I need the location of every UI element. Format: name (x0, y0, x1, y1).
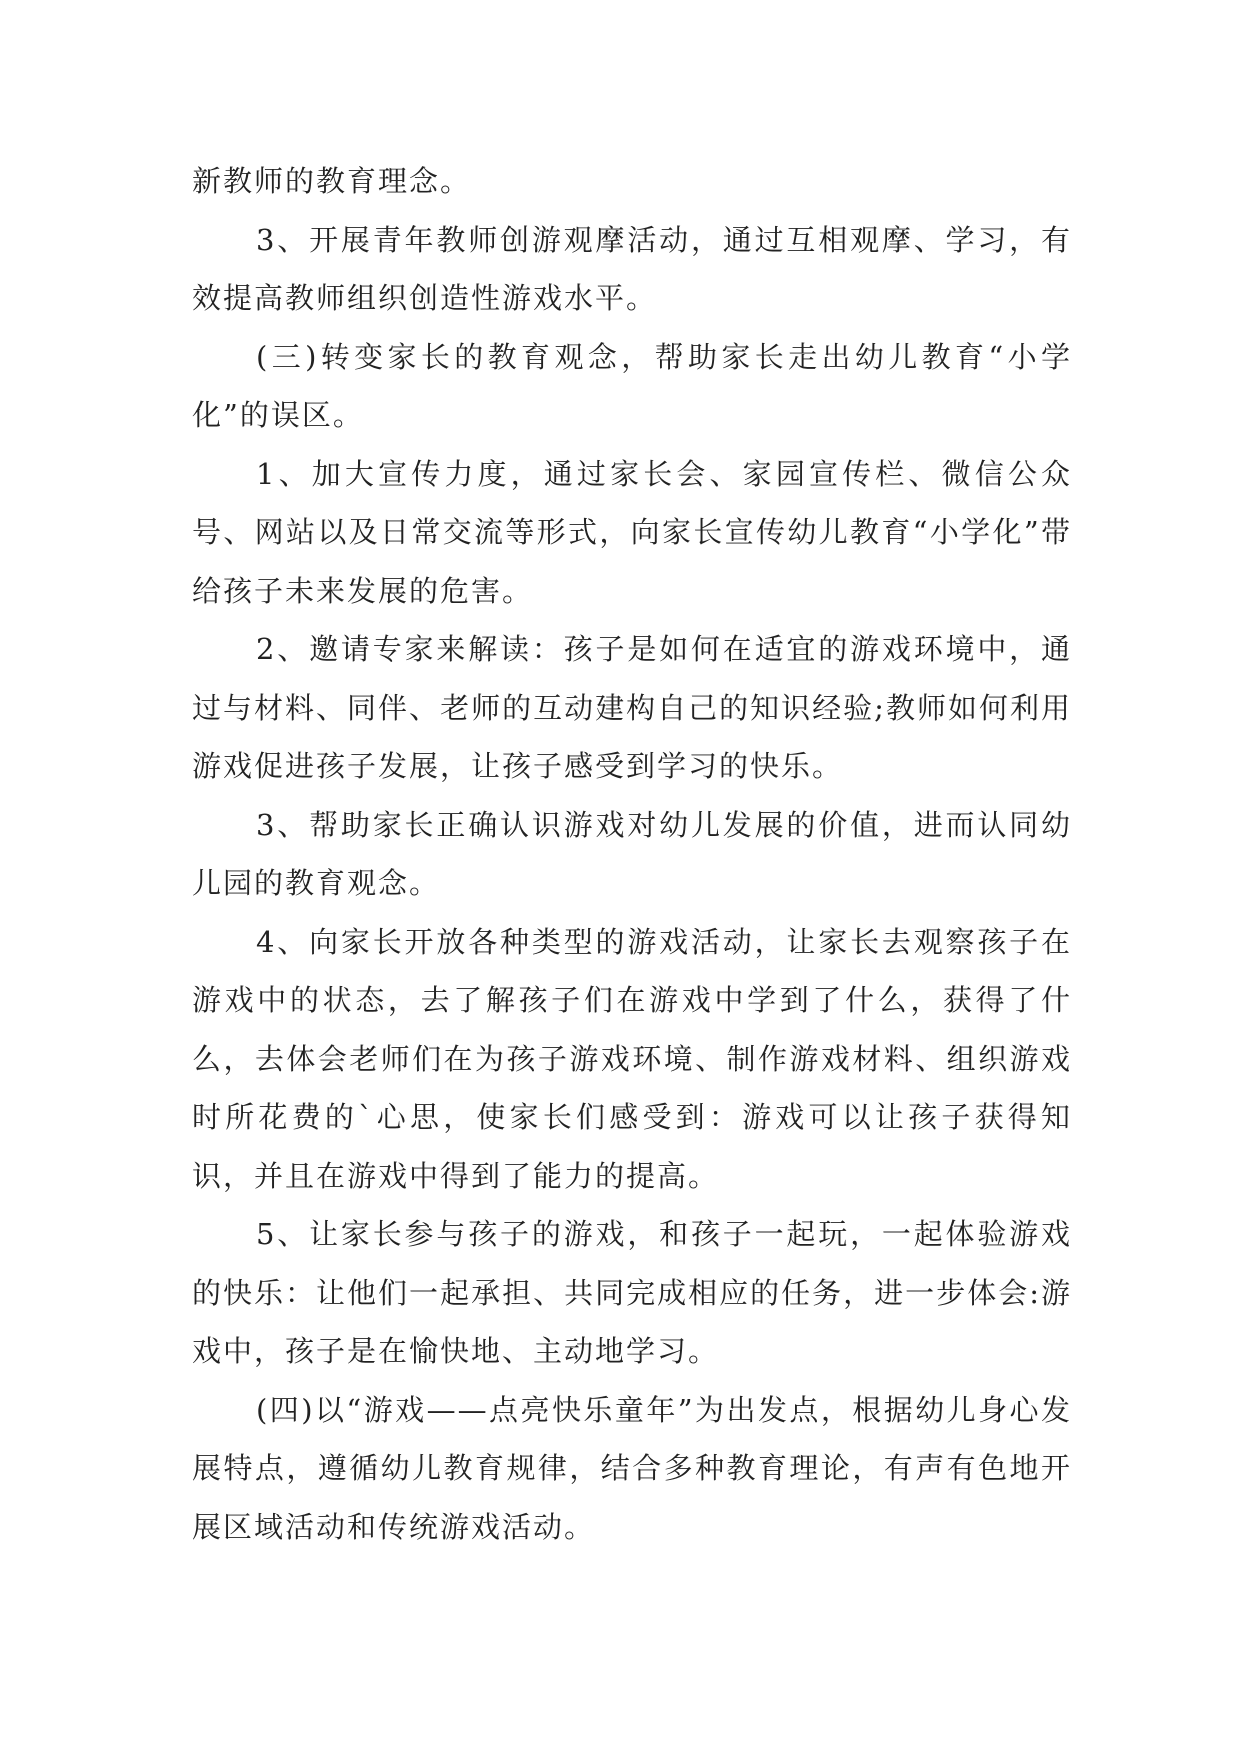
paragraph-5: 2、邀请专家来解读：孩子是如何在适宜的游戏环境中，通过与材料、同伴、老师的互动建构自己的知识经验;教师如何利用游戏促进孩子发展，让孩子感受到学习的快乐。 (192, 632, 1072, 783)
paragraph-9: (四)以“游戏——点亮快乐童年”为出发点，根据幼儿身心发展特点，遵循幼儿教育规律，结合多种教育理论，有声有色地开展区域活动和传统游戏活动。 (192, 1392, 1072, 1544)
paragraph-2: 3、开展青年教师创游观摩活动，通过互相观摩、学习，有效提高教师组织创造性游戏水平。 (192, 222, 1072, 315)
paragraph-1: 新教师的教育理念。 (192, 164, 472, 198)
paragraph-8: 5、让家长参与孩子的游戏，和孩子一起玩，一起体验游戏的快乐：让他们一起承担、共同完成相应的任务，进一步体会:游戏中，孩子是在愉快地、主动地学习。 (192, 1217, 1072, 1368)
paragraph-7: 4、向家长开放各种类型的游戏活动，让家长去观察孩子在游戏中的状态，去了解孩子们在游戏中学到了什么，获得了什么，去体会老师们在为孩子游戏环境、制作游戏材料、组织游戏时所花费的`心思，使家长们感受到：游戏可以让孩子获得知识，并且在游戏中得到了能力的提高。 (192, 924, 1072, 1193)
paragraph-3: (三)转变家长的教育观念，帮助家长走出幼儿教育“小学化”的误区。 (192, 339, 1072, 432)
document-body (192, 152, 1072, 1556)
paragraph-6: 3、帮助家长正确认识游戏对幼儿发展的价值，进而认同幼儿园的教育观念。 (192, 807, 1072, 900)
paragraph-4: 1、加大宣传力度，通过家长会、家园宣传栏、微信公众号、网站以及日常交流等形式，向家长宣传幼儿教育“小学化”带给孩子未来发展的危害。 (192, 456, 1072, 608)
